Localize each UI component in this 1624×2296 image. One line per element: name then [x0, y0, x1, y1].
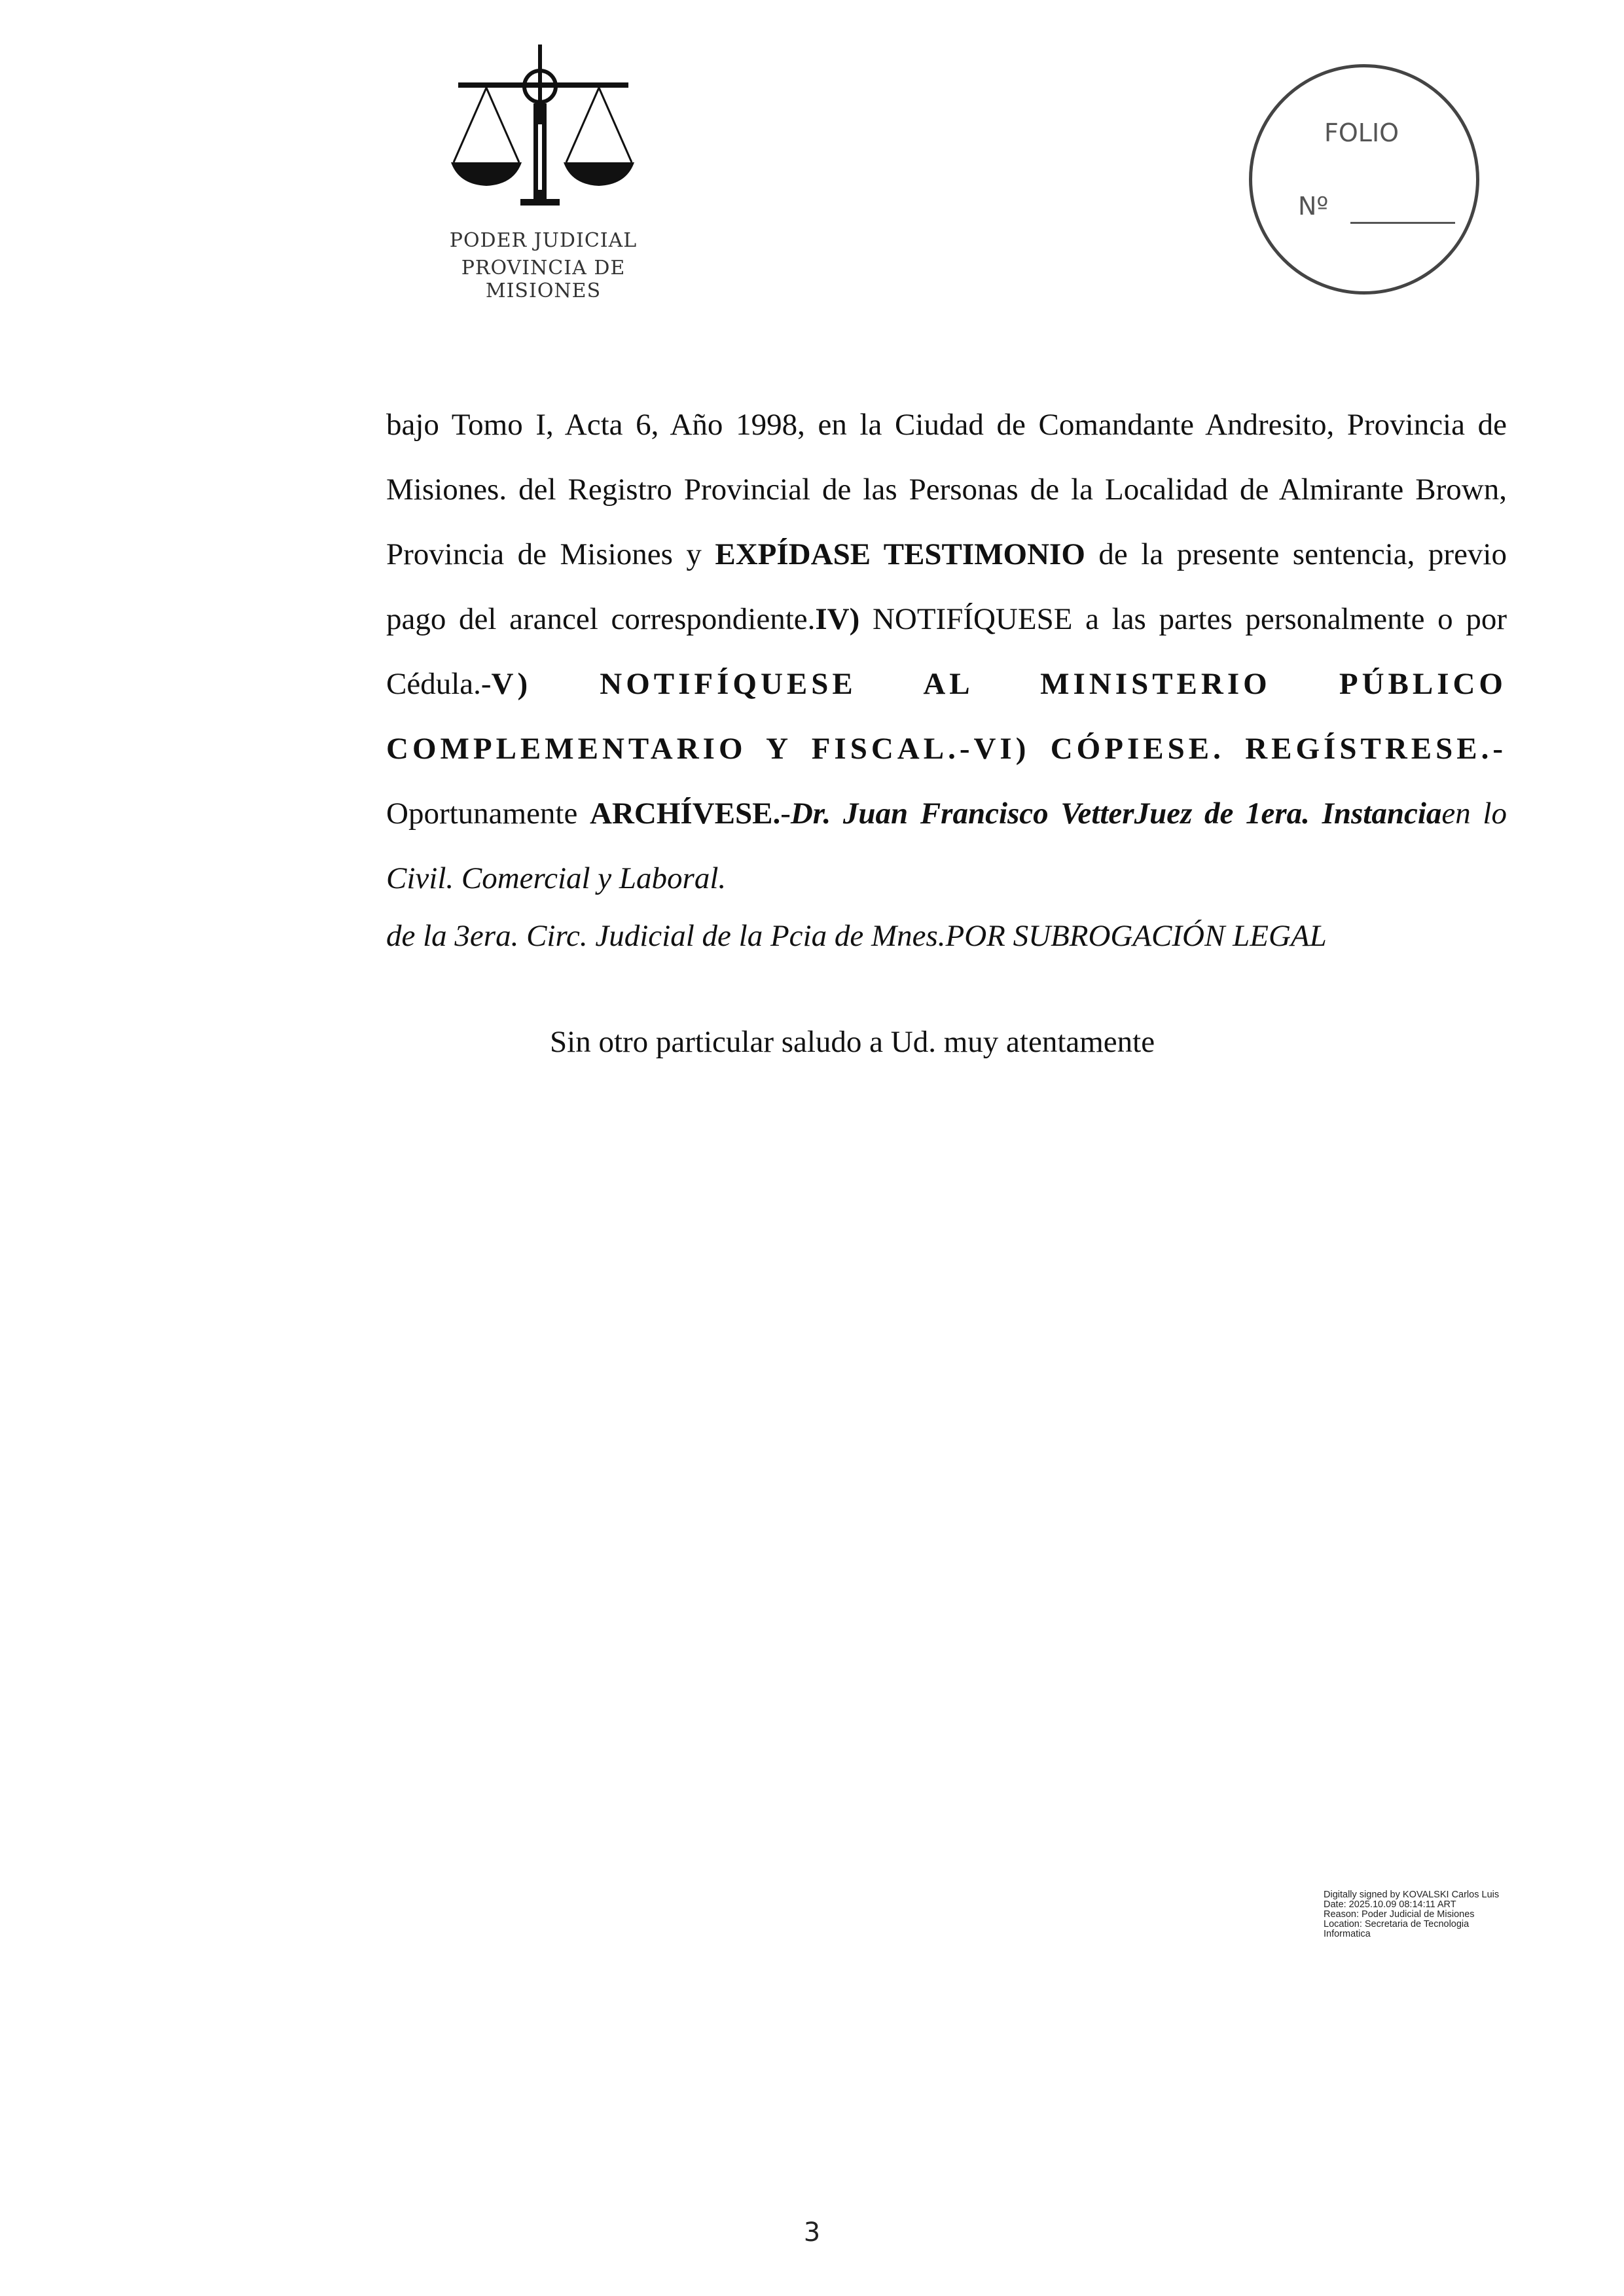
body-text-3: NOTIFÍQUESE a las partes personalmente o por Cédula.- — [386, 602, 1507, 701]
logo-line-2: PROVINCIA DE MISIONES — [461, 257, 626, 302]
digital-signature — [1324, 1890, 1499, 1939]
signature-line: Location: Secretaria de Tecnologia — [1324, 1919, 1470, 1929]
signature-line: Informatica — [1324, 1929, 1371, 1939]
notifiquese-ministerio: V) NOTIFÍQUESE AL MINISTERIO PÚBLICO COMPLEMENTARIO Y FISCAL.-VI) CÓPIESE. REGÍSTRESE.- — [386, 667, 1507, 766]
numeral-iv: IV) — [815, 602, 860, 636]
signature-line: Date: 2025.10.09 08:14:11 ART — [1324, 1899, 1456, 1910]
logo-line-1: PODER JUDICIAL — [449, 229, 638, 252]
folio-stamp — [1249, 64, 1479, 295]
court-line-2: de la 3era. Circ. Judicial de la Pcia de Mnes.POR SUBROGACIÓN LEGAL — [386, 919, 1327, 953]
archivese: ARCHÍVESE. — [590, 797, 781, 831]
folio-number-label: Nº — [1298, 192, 1329, 221]
judge-name: Dr. Juan Francisco VetterJuez de 1era. Instancia — [790, 797, 1442, 831]
body-text-2: de la presente sentencia, previo pago del arancel correspondiente. — [386, 537, 1507, 636]
closing-salutation: Sin otro particular saludo a Ud. muy atentamente — [550, 1025, 1155, 1059]
scales-of-justice-icon — [442, 39, 645, 216]
poder-judicial-logo — [406, 39, 681, 302]
expidase-testimonio: EXPÍDASE TESTIMONIO — [715, 537, 1085, 571]
body-paragraph — [386, 393, 1507, 911]
document-body — [386, 393, 1507, 911]
page-number: 3 — [803, 2217, 821, 2248]
folio-label: FOLIO — [1324, 118, 1399, 147]
court-line-1: en lo Civil. Comercial y Laboral. — [386, 797, 1507, 895]
folio-number-blank — [1350, 222, 1455, 224]
body-text-4: Oportunamente — [386, 797, 590, 831]
body-text-1: bajo Tomo I, Acta 6, Año 1998, en la Ciudad de Comandante Andresito, Provincia de Misiones. del Registro Provincial de las Personas de la Localidad de Almirante Brown, Provincia de Misiones y — [386, 408, 1507, 571]
body-text-5: - — [780, 797, 791, 831]
signature-line: Reason: Poder Judicial de Misiones — [1324, 1909, 1475, 1920]
signature-line: Digitally signed by KOVALSKI Carlos Luis — [1324, 1890, 1500, 1900]
